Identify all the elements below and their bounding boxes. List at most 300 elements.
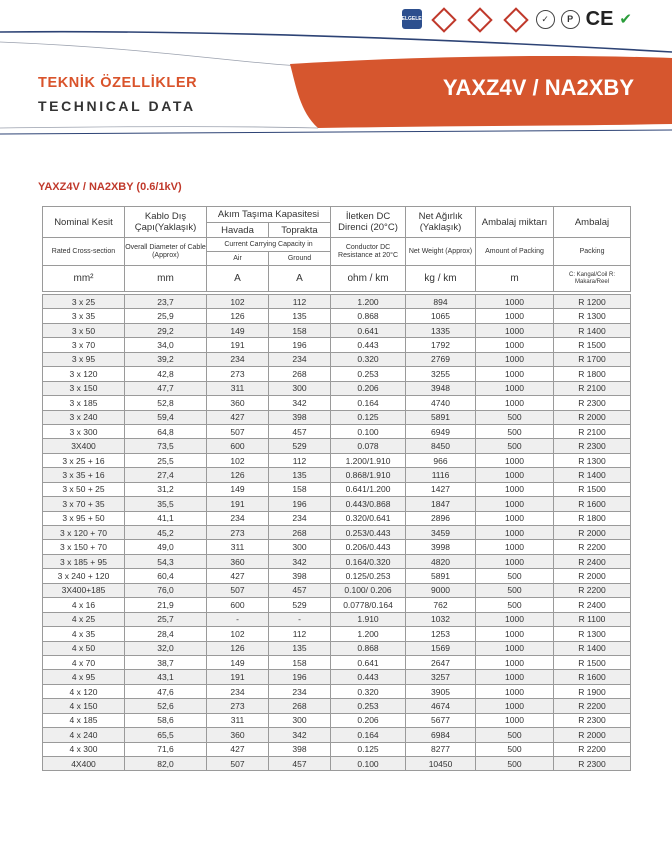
cell-section: 3 x 150 + 70 (43, 540, 125, 554)
cell-resistance: 0.641 (331, 655, 406, 669)
header-title-tr: TEKNİK ÖZELLİKLER (38, 75, 198, 91)
cell-ground: 398 (269, 742, 331, 756)
cell-ground: 529 (269, 439, 331, 453)
cell-section: 4 x 35 (43, 627, 125, 641)
cell-section: 3 x 150 (43, 381, 125, 395)
cell-ground: 158 (269, 482, 331, 496)
table-row (43, 655, 631, 669)
unit-resistance: ohm / km (331, 266, 406, 292)
table-row (43, 381, 631, 395)
cell-amount: 1000 (476, 396, 554, 410)
cell-air: 507 (207, 757, 269, 771)
cell-weight: 5677 (406, 713, 476, 727)
cell-ground: 158 (269, 323, 331, 337)
cell-ground: 112 (269, 627, 331, 641)
cell-amount: 500 (476, 583, 554, 597)
cell-packing: R 1400 (554, 641, 631, 655)
table-row (43, 295, 631, 309)
cell-amount: 1000 (476, 338, 554, 352)
cell-resistance: 0.164 (331, 728, 406, 742)
table-row (43, 742, 631, 756)
cell-air: 126 (207, 309, 269, 323)
cell-amount: 1000 (476, 699, 554, 713)
cell-packing: R 2300 (554, 757, 631, 771)
cell-diameter: 23,7 (125, 295, 207, 309)
cell-air: 427 (207, 569, 269, 583)
table-row (43, 713, 631, 727)
table-row (43, 511, 631, 525)
cell-resistance: 1.200/1.910 (331, 453, 406, 467)
cell-air: 311 (207, 381, 269, 395)
cell-ground: 398 (269, 569, 331, 583)
cell-packing: R 2300 (554, 713, 631, 727)
cell-resistance: 0.206 (331, 381, 406, 395)
header-ground: Toprakta (269, 223, 331, 238)
cell-air: 149 (207, 323, 269, 337)
cell-diameter: 65,5 (125, 728, 207, 742)
cell-ground: 234 (269, 511, 331, 525)
cell-section: 3 x 95 (43, 352, 125, 366)
cell-ground: 234 (269, 684, 331, 698)
cell-packing: R 1900 (554, 684, 631, 698)
cell-weight: 1847 (406, 497, 476, 511)
cell-diameter: 45,2 (125, 526, 207, 540)
cell-ground: 342 (269, 396, 331, 410)
cell-diameter: 25,5 (125, 453, 207, 467)
header-packing: Ambalaj (554, 207, 631, 238)
cell-weight: 1253 (406, 627, 476, 641)
table-row (43, 569, 631, 583)
cell-weight: 6984 (406, 728, 476, 742)
cell-air: 126 (207, 641, 269, 655)
cell-amount: 1000 (476, 468, 554, 482)
cell-air: 191 (207, 497, 269, 511)
table-row (43, 598, 631, 612)
cell-amount: 1000 (476, 612, 554, 626)
cell-air: 191 (207, 670, 269, 684)
cell-air: 102 (207, 295, 269, 309)
cell-weight: 3948 (406, 381, 476, 395)
cell-resistance: 0.443 (331, 670, 406, 684)
cell-amount: 1000 (476, 713, 554, 727)
cell-weight: 2896 (406, 511, 476, 525)
unit-packing: C: Kangal/Coil R: Makara/Reel (554, 266, 631, 292)
cell-section: 3 x 70 + 35 (43, 497, 125, 511)
cell-weight: 3998 (406, 540, 476, 554)
cell-weight: 762 (406, 598, 476, 612)
cell-packing: R 1800 (554, 511, 631, 525)
cell-air: 427 (207, 742, 269, 756)
cell-section: 4 x 25 (43, 612, 125, 626)
cell-amount: 500 (476, 424, 554, 438)
cell-weight: 1569 (406, 641, 476, 655)
cell-diameter: 71,6 (125, 742, 207, 756)
cell-diameter: 31,2 (125, 482, 207, 496)
cell-air: 149 (207, 655, 269, 669)
unit-weight: kg / km (406, 266, 476, 292)
table-row (43, 453, 631, 467)
header-swoosh-graphic (0, 0, 672, 140)
cell-amount: 500 (476, 598, 554, 612)
cell-packing: R 2300 (554, 439, 631, 453)
cell-section: 3 x 25 (43, 295, 125, 309)
cell-resistance: 0.868 (331, 309, 406, 323)
cell-amount: 1000 (476, 670, 554, 684)
cell-ground: 300 (269, 713, 331, 727)
cell-ground: 135 (269, 468, 331, 482)
cell-amount: 1000 (476, 511, 554, 525)
header-en-weight: Net Weight (Approx) (406, 238, 476, 266)
header-en-air: Air (207, 252, 269, 266)
cell-packing: R 2100 (554, 424, 631, 438)
cell-section: 4 x 300 (43, 742, 125, 756)
cell-weight: 894 (406, 295, 476, 309)
table-subtitle: YAXZ4V / NA2XBY (0.6/1kV) (38, 181, 182, 193)
cell-ground: 135 (269, 309, 331, 323)
cell-packing: R 1600 (554, 497, 631, 511)
cell-packing: R 2000 (554, 728, 631, 742)
cell-amount: 1000 (476, 482, 554, 496)
cell-packing: R 2200 (554, 742, 631, 756)
cell-packing: R 1300 (554, 453, 631, 467)
cell-section: 3 x 50 (43, 323, 125, 337)
cell-diameter: 28,4 (125, 627, 207, 641)
cell-diameter: 25,7 (125, 612, 207, 626)
table-row (43, 728, 631, 742)
header-en-resistance: Conductor DC Resistance at 20°C (331, 238, 406, 266)
cell-amount: 1000 (476, 323, 554, 337)
cell-diameter: 52,6 (125, 699, 207, 713)
cell-air: - (207, 612, 269, 626)
cell-ground: 342 (269, 554, 331, 568)
cell-ground: 457 (269, 424, 331, 438)
cell-packing: R 1400 (554, 468, 631, 482)
cell-resistance: 0.868/1.910 (331, 468, 406, 482)
cell-section: 3 x 240 (43, 410, 125, 424)
cell-resistance: 0.253 (331, 699, 406, 713)
cell-amount: 1000 (476, 655, 554, 669)
cell-ground: 234 (269, 352, 331, 366)
cell-weight: 5891 (406, 410, 476, 424)
cell-weight: 3459 (406, 526, 476, 540)
cell-diameter: 34,0 (125, 338, 207, 352)
cell-packing: R 2200 (554, 699, 631, 713)
cell-ground: 457 (269, 757, 331, 771)
table-row (43, 641, 631, 655)
header-en-packing-amount: Amount of Packing (476, 238, 554, 266)
cell-diameter: 42,8 (125, 367, 207, 381)
table-row (43, 439, 631, 453)
cell-air: 360 (207, 728, 269, 742)
cell-weight: 1116 (406, 468, 476, 482)
cell-packing: R 1500 (554, 482, 631, 496)
cell-packing: R 2000 (554, 569, 631, 583)
table-body (43, 295, 631, 771)
cell-resistance: 0.443/0.868 (331, 497, 406, 511)
header-resistance: İletken DC Direnci (20°C) (331, 207, 406, 238)
cell-weight: 1427 (406, 482, 476, 496)
cell-diameter: 27,4 (125, 468, 207, 482)
cell-air: 507 (207, 424, 269, 438)
unit-section: mm² (43, 266, 125, 292)
cell-ground: 112 (269, 295, 331, 309)
table-row (43, 367, 631, 381)
cell-amount: 500 (476, 569, 554, 583)
cell-weight: 1792 (406, 338, 476, 352)
cell-section: 4 x 70 (43, 655, 125, 669)
cell-section: 3 x 185 (43, 396, 125, 410)
cell-section: 4 x 240 (43, 728, 125, 742)
table-row (43, 396, 631, 410)
cell-air: 600 (207, 598, 269, 612)
cell-ground: - (269, 612, 331, 626)
cell-resistance: 0.320 (331, 684, 406, 698)
unit-diameter: mm (125, 266, 207, 292)
table-row (43, 627, 631, 641)
cell-amount: 1000 (476, 352, 554, 366)
cell-ground: 300 (269, 540, 331, 554)
cell-resistance: 0.641/1.200 (331, 482, 406, 496)
table-row (43, 410, 631, 424)
cell-section: 4 x 120 (43, 684, 125, 698)
cell-resistance: 0.320/0.641 (331, 511, 406, 525)
rohs-check-icon: ✔ (619, 11, 632, 28)
cell-packing: R 1100 (554, 612, 631, 626)
cell-ground: 457 (269, 583, 331, 597)
cell-packing: R 2000 (554, 526, 631, 540)
cell-air: 102 (207, 453, 269, 467)
table-row (43, 583, 631, 597)
cell-resistance: 1.200 (331, 627, 406, 641)
certification-badge-icon: BELGELER (402, 9, 422, 29)
cell-weight: 3257 (406, 670, 476, 684)
cell-packing: R 1500 (554, 655, 631, 669)
cell-ground: 398 (269, 410, 331, 424)
cell-packing: R 1300 (554, 627, 631, 641)
cell-diameter: 52,8 (125, 396, 207, 410)
ce-mark-icon: CE (585, 7, 614, 30)
cell-section: 3 x 35 + 16 (43, 468, 125, 482)
cell-weight: 3255 (406, 367, 476, 381)
cell-air: 273 (207, 367, 269, 381)
cell-weight: 8450 (406, 439, 476, 453)
table-row (43, 670, 631, 684)
cell-diameter: 59,4 (125, 410, 207, 424)
cell-ground: 196 (269, 338, 331, 352)
cell-diameter: 76,0 (125, 583, 207, 597)
cell-packing: R 2400 (554, 554, 631, 568)
header-en-current: Current Carrying Capacity in (207, 238, 331, 252)
cell-resistance: 0.100/ 0.206 (331, 583, 406, 597)
cell-packing: R 1700 (554, 352, 631, 366)
cell-diameter: 43,1 (125, 670, 207, 684)
cell-ground: 196 (269, 670, 331, 684)
cell-weight: 2769 (406, 352, 476, 366)
cell-diameter: 73,5 (125, 439, 207, 453)
cell-ground: 112 (269, 453, 331, 467)
cell-section: 4 x 185 (43, 713, 125, 727)
cell-ground: 135 (269, 641, 331, 655)
cell-resistance: 1.910 (331, 612, 406, 626)
cell-section: 3 x 50 + 25 (43, 482, 125, 496)
cell-amount: 1000 (476, 497, 554, 511)
cell-resistance: 0.253 (331, 367, 406, 381)
cell-resistance: 0.125 (331, 742, 406, 756)
cell-amount: 1000 (476, 684, 554, 698)
header-en-ground: Ground (269, 252, 331, 266)
cell-resistance: 0.125 (331, 410, 406, 424)
cell-ground: 300 (269, 381, 331, 395)
cell-diameter: 54,3 (125, 554, 207, 568)
cell-resistance: 0.206/0.443 (331, 540, 406, 554)
cell-packing: R 1600 (554, 670, 631, 684)
technical-data-table (42, 206, 631, 771)
header-weight: Net Ağırlık (Yaklaşık) (406, 207, 476, 238)
cell-weight: 1032 (406, 612, 476, 626)
cell-packing: R 2200 (554, 540, 631, 554)
cell-section: 4X400 (43, 757, 125, 771)
table-row (43, 757, 631, 771)
cell-resistance: 0.641 (331, 323, 406, 337)
cell-amount: 1000 (476, 309, 554, 323)
cell-packing: R 1400 (554, 323, 631, 337)
cell-diameter: 25,9 (125, 309, 207, 323)
cell-air: 311 (207, 713, 269, 727)
cell-resistance: 0.320 (331, 352, 406, 366)
cell-amount: 1000 (476, 627, 554, 641)
cell-amount: 1000 (476, 381, 554, 395)
cell-air: 507 (207, 583, 269, 597)
header-diameter: Kablo Dış Çapı(Yaklaşık) (125, 207, 207, 238)
cell-resistance: 0.164 (331, 396, 406, 410)
product-name: YAXZ4V / NA2XBY (442, 75, 634, 100)
cell-section: 4 x 16 (43, 598, 125, 612)
cell-air: 273 (207, 526, 269, 540)
cell-weight: 9000 (406, 583, 476, 597)
cell-resistance: 0.253/0.443 (331, 526, 406, 540)
cell-air: 234 (207, 352, 269, 366)
cell-amount: 500 (476, 757, 554, 771)
cell-amount: 1000 (476, 641, 554, 655)
cell-resistance: 0.206 (331, 713, 406, 727)
cell-weight: 6949 (406, 424, 476, 438)
cell-diameter: 82,0 (125, 757, 207, 771)
cell-ground: 342 (269, 728, 331, 742)
cell-diameter: 47,6 (125, 684, 207, 698)
cell-resistance: 0.868 (331, 641, 406, 655)
cell-resistance: 0.100 (331, 424, 406, 438)
cell-diameter: 47,7 (125, 381, 207, 395)
cell-diameter: 29,2 (125, 323, 207, 337)
cell-diameter: 38,7 (125, 655, 207, 669)
cell-section: 3 x 35 (43, 309, 125, 323)
cell-diameter: 21,9 (125, 598, 207, 612)
cell-section: 3 x 185 + 95 (43, 554, 125, 568)
cell-amount: 1000 (476, 554, 554, 568)
cell-amount: 500 (476, 439, 554, 453)
header-section: Nominal Kesit (43, 207, 125, 238)
cell-air: 234 (207, 684, 269, 698)
header-current-capacity: Akım Taşıma Kapasitesi (207, 207, 331, 223)
cell-amount: 1000 (476, 526, 554, 540)
cell-resistance: 1.200 (331, 295, 406, 309)
cell-resistance: 0.078 (331, 439, 406, 453)
cell-air: 234 (207, 511, 269, 525)
table-row (43, 497, 631, 511)
table-row (43, 540, 631, 554)
cell-ground: 268 (269, 367, 331, 381)
table-row (43, 684, 631, 698)
cell-resistance: 0.125/0.253 (331, 569, 406, 583)
cell-amount: 1000 (476, 540, 554, 554)
cell-section: 3 x 240 + 120 (43, 569, 125, 583)
cell-ground: 529 (269, 598, 331, 612)
cell-section: 3 x 120 + 70 (43, 526, 125, 540)
cell-air: 311 (207, 540, 269, 554)
cell-weight: 2647 (406, 655, 476, 669)
cell-amount: 500 (476, 728, 554, 742)
cell-packing: R 1800 (554, 367, 631, 381)
cell-section: 4 x 50 (43, 641, 125, 655)
cell-section: 3X400+185 (43, 583, 125, 597)
cell-section: 3 x 70 (43, 338, 125, 352)
cell-ground: 158 (269, 655, 331, 669)
cell-ground: 196 (269, 497, 331, 511)
cell-ground: 268 (269, 526, 331, 540)
cell-ground: 268 (269, 699, 331, 713)
cell-weight: 10450 (406, 757, 476, 771)
cell-air: 360 (207, 554, 269, 568)
cell-amount: 1000 (476, 453, 554, 467)
cell-resistance: 0.164/0.320 (331, 554, 406, 568)
cell-diameter: 49,0 (125, 540, 207, 554)
cell-diameter: 41,1 (125, 511, 207, 525)
cell-section: 3 x 95 + 50 (43, 511, 125, 525)
header-packing-amount: Ambalaj miktarı (476, 207, 554, 238)
cell-diameter: 64,8 (125, 424, 207, 438)
cell-weight: 4674 (406, 699, 476, 713)
table-row (43, 323, 631, 337)
cell-air: 102 (207, 627, 269, 641)
cell-weight: 5891 (406, 569, 476, 583)
unit-air: A (207, 266, 269, 292)
cell-packing: R 1500 (554, 338, 631, 352)
cell-weight: 3905 (406, 684, 476, 698)
cell-weight: 8277 (406, 742, 476, 756)
cell-resistance: 0.100 (331, 757, 406, 771)
table-row (43, 468, 631, 482)
cell-weight: 966 (406, 453, 476, 467)
cell-section: 3X400 (43, 439, 125, 453)
cell-air: 600 (207, 439, 269, 453)
cell-diameter: 60,4 (125, 569, 207, 583)
header-en-section: Rated Cross-section (43, 238, 125, 266)
cell-section: 3 x 120 (43, 367, 125, 381)
unit-ground: A (269, 266, 331, 292)
cell-section: 3 x 300 (43, 424, 125, 438)
cell-section: 3 x 25 + 16 (43, 453, 125, 467)
cell-weight: 1065 (406, 309, 476, 323)
table-row (43, 699, 631, 713)
cell-packing: R 2300 (554, 396, 631, 410)
cell-amount: 1000 (476, 295, 554, 309)
cell-packing: R 2000 (554, 410, 631, 424)
cell-packing: R 2200 (554, 583, 631, 597)
table-row (43, 338, 631, 352)
cell-section: 4 x 95 (43, 670, 125, 684)
cell-air: 427 (207, 410, 269, 424)
header-title-en: TECHNICAL DATA (38, 98, 196, 114)
